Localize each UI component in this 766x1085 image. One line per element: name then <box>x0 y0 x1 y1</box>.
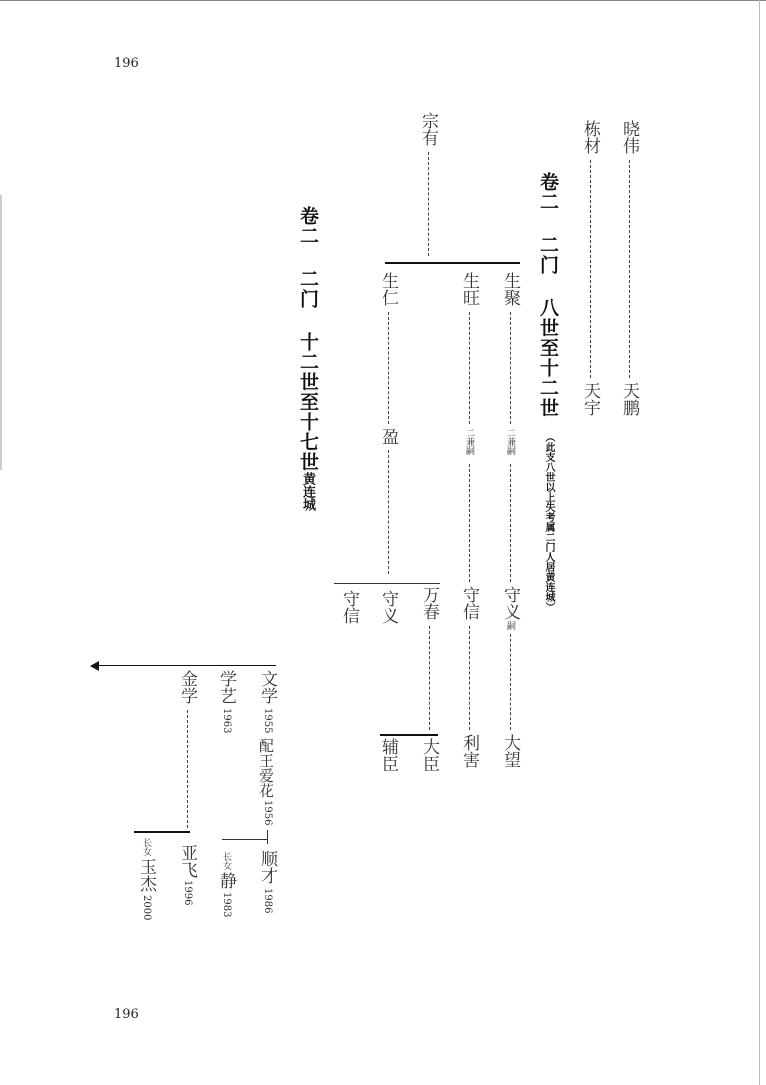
spouse-name: 配王爱花 <box>257 738 275 798</box>
person-ying: 盈 <box>378 428 398 445</box>
year-wenxue: 1955 <box>262 708 273 734</box>
lineage-line <box>388 312 389 424</box>
person-wanchun: 万春 <box>419 586 439 620</box>
lineage-line <box>429 626 430 730</box>
person-dachen: 大臣 <box>419 738 439 772</box>
lineage-line <box>510 464 511 582</box>
section-subtitle-2: 黄连城 <box>300 472 315 511</box>
lineage-line <box>469 626 470 730</box>
page-number-top: 196 <box>114 56 139 71</box>
section-note-1: （此支八世以上失考属二门人居黄连城） <box>543 432 554 612</box>
lineage-line <box>629 160 630 378</box>
lineage-line <box>267 830 268 844</box>
tag-er-jian-si: 二兼嗣 <box>464 428 474 455</box>
person-wenxue: 文学 <box>257 670 277 704</box>
lineage-line <box>510 312 511 424</box>
tag-zhangnv: 长女 <box>221 852 231 870</box>
year-shuncai: 1986 <box>262 888 273 914</box>
lineage-line <box>510 634 511 730</box>
year-yafei: 1996 <box>182 880 193 906</box>
person-lihai: 利害 <box>459 734 479 768</box>
lineage-line <box>469 312 470 424</box>
tag-zhangnv: 长女 <box>141 838 151 856</box>
year-spouse: 1956 <box>262 800 273 826</box>
person-dawang: 大望 <box>500 734 520 768</box>
person-tianyu: 天宇 <box>580 382 600 416</box>
continuation-line <box>98 665 276 666</box>
person-yafei: 亚飞 <box>177 844 197 878</box>
person-shengwang: 生旺 <box>459 272 479 306</box>
sibling-bar <box>334 583 440 584</box>
continuation-arrow-icon <box>90 661 99 671</box>
sibling-bar <box>385 262 520 264</box>
person-yujie: 玉杰 <box>136 858 156 892</box>
person-shouyi-heir: 守义 <box>500 586 520 620</box>
person-shuncai: 顺才 <box>257 850 277 884</box>
page-number-bottom: 196 <box>114 1007 139 1022</box>
lineage-line <box>590 160 591 378</box>
tag-si: 嗣 <box>505 621 515 630</box>
tag-er-jian-si: 二兼嗣 <box>505 428 515 455</box>
sibling-bar <box>380 734 438 736</box>
section-title-2: 卷二 二门 十二世至十七世 <box>297 206 319 472</box>
year-jing: 1983 <box>221 892 232 918</box>
person-xueyi: 学艺 <box>216 670 236 704</box>
person-shouxin-2: 守信 <box>339 590 359 624</box>
lineage-line <box>388 450 389 574</box>
page-right-border <box>759 0 760 1085</box>
binding-edge <box>0 195 2 470</box>
year-yujie: 2000 <box>141 895 152 921</box>
person-tianpeng: 天鹏 <box>619 382 639 416</box>
sibling-bar <box>134 831 190 833</box>
person-shengren: 生仁 <box>378 272 398 306</box>
person-xiaowei: 晓伟 <box>619 120 639 154</box>
section-title-1: 卷二 二门 八世至十二世 <box>537 172 559 418</box>
lineage-line <box>469 464 470 582</box>
person-dongcai: 栋材 <box>580 120 600 154</box>
year-xueyi: 1963 <box>221 708 232 734</box>
person-fuchen: 辅臣 <box>378 738 398 772</box>
person-shouyi-2: 守义 <box>378 590 398 624</box>
person-jinxue: 金学 <box>177 670 197 704</box>
person-shengju: 生聚 <box>500 272 520 306</box>
person-shouxin-1: 守信 <box>459 586 479 620</box>
page-top-border <box>0 0 766 1</box>
person-jing: 静 <box>216 872 236 889</box>
person-zongyou: 宗有 <box>418 112 438 146</box>
lineage-line <box>187 710 188 828</box>
lineage-line <box>428 152 429 256</box>
sibling-bar <box>222 839 268 840</box>
